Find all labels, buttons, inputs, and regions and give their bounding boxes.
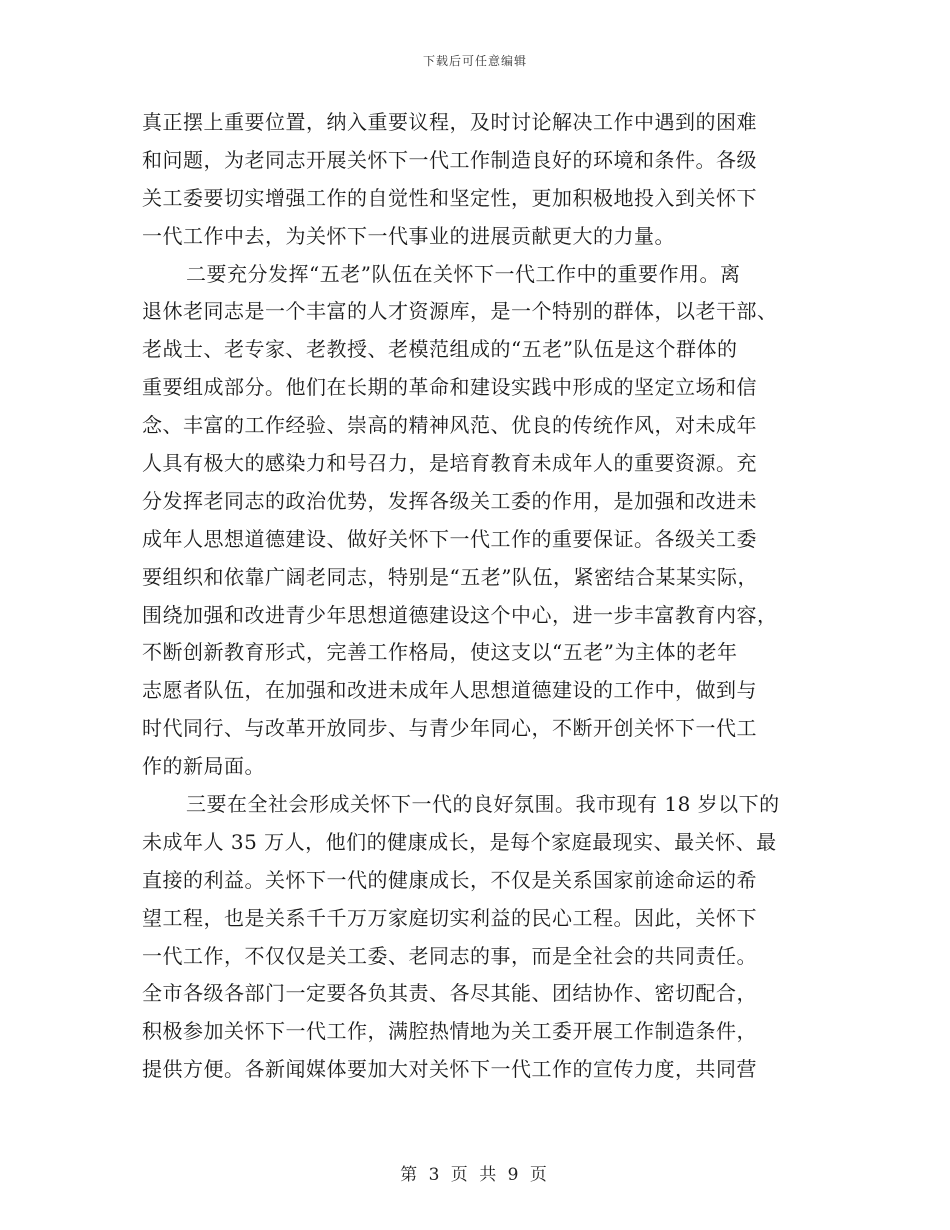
document-body (142, 104, 806, 1089)
text-line: 一代工作中去，为关怀下一代事业的进展贡献更大的力量。 (142, 223, 675, 248)
text-line: 全市各级各部门一定要各负其责、各尽其能、团结协作、密切配合， (142, 981, 757, 1006)
text-line: 围绕加强和改进青少年思想道德建设这个中心，进一步丰富教育内容， (142, 602, 778, 627)
paragraph-first-line: 二要充分发挥“五老”队伍在关怀下一代工作中的重要作用。离 (186, 261, 741, 286)
text-line: 志愿者队伍，在加强和改进未成年人思想道德建设的工作中，做到与 (142, 678, 757, 703)
text-line: 关工委要切实增强工作的自觉性和坚定性，更加积极地投入到关怀下 (142, 185, 757, 210)
text-line: 成年人思想道德建设、做好关怀下一代工作的重要保证。各级关工委 (142, 526, 757, 551)
text-line: 积极参加关怀下一代工作，满腔热情地为关工委开展工作制造条件， (142, 1019, 757, 1044)
page-header-note: 下载后可任意编辑 (422, 54, 527, 68)
text-line: 一代工作，不仅仅是关工委、老同志的事，而是全社会的共同责任。 (142, 943, 757, 968)
text-line: 念、丰富的工作经验、崇高的精神风范、优良的传统作风，对未成年 (142, 413, 757, 438)
text-line: 要组织和依靠广阔老同志，特别是“五老”队伍，紧密结合某某实际， (142, 564, 758, 589)
text-line: 不断创新教育形式，完善工作格局，使这支以“五老”为主体的老年 (142, 640, 738, 665)
text-line: 分发挥老同志的政治优势，发挥各级关工委的作用，是加强和改进未 (142, 488, 757, 513)
text-line: 提供方便。各新闻媒体要加大对关怀下一代工作的宣传力度，共同营 (142, 1057, 757, 1082)
text-line: 老战士、老专家、老教授、老模范组成的“五老”队伍是这个群体的 (142, 337, 738, 362)
text-line: 未成年人 35 万人，他们的健康成长，是每个家庭最现实、最关怀、最 (142, 829, 777, 854)
text-line: 退休老同志是一个丰富的人才资源库，是一个特别的群体，以老干部、 (142, 299, 778, 324)
text-line: 作的新局面。 (142, 754, 265, 779)
paragraph-first-line: 三要在全社会形成关怀下一代的良好氛围。我市现有 18 岁以下的 (186, 792, 780, 817)
text-line: 和问题，为老同志开展关怀下一代工作制造良好的环境和条件。各级 (142, 147, 757, 172)
text-line: 重要组成部分。他们在长期的革命和建设实践中形成的坚定立场和信 (142, 375, 757, 400)
text-line: 直接的利益。关怀下一代的健康成长，不仅是关系国家前途命运的希 (142, 867, 757, 892)
text-line: 人具有极大的感染力和号召力，是培育教育未成年人的重要资源。充 (142, 451, 757, 476)
text-line: 真正摆上重要位置，纳入重要议程，及时讨论解决工作中遇到的困难 (142, 110, 757, 134)
text-line: 时代同行、与改革开放同步、与青少年同心，不断开创关怀下一代工 (142, 716, 757, 741)
text-line: 望工程，也是关系千千万万家庭切实利益的民心工程。因此，关怀下 (142, 905, 757, 930)
page-number: 第 3 页 共 9 页 (400, 1165, 550, 1185)
